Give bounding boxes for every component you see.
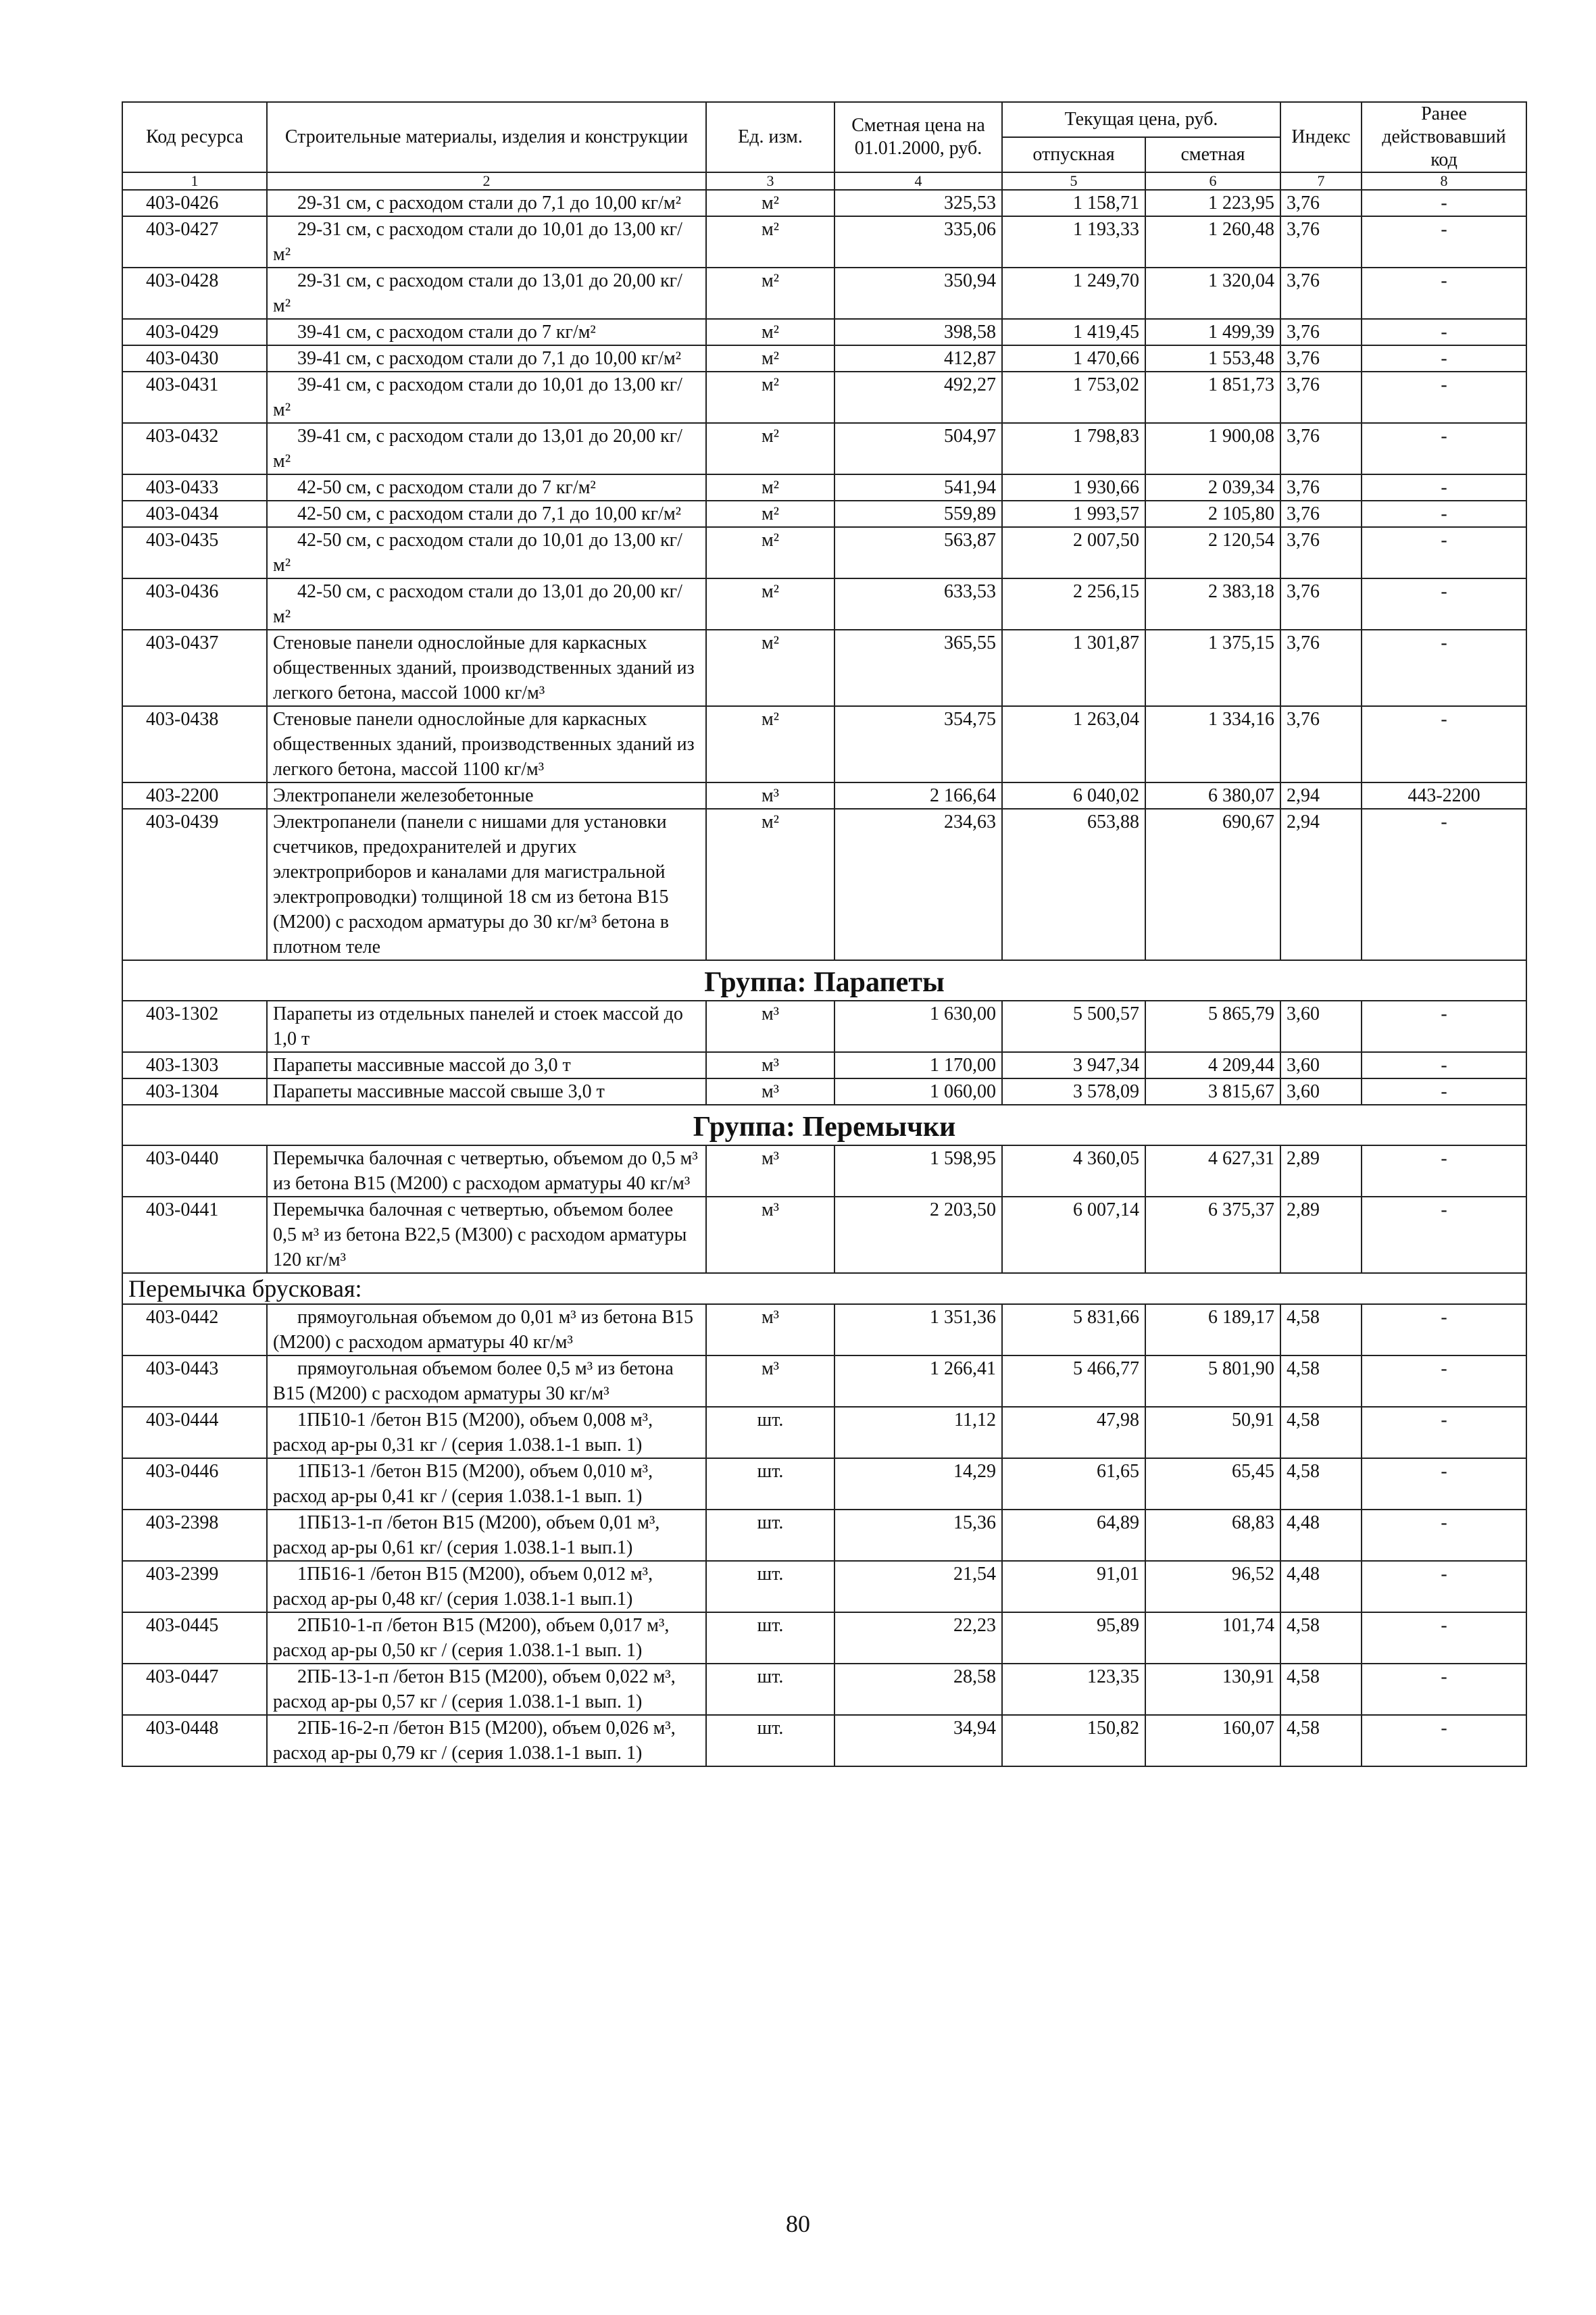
release-price: 64,89 xyxy=(1002,1510,1145,1561)
release-price: 1 993,57 xyxy=(1002,501,1145,527)
table-row xyxy=(122,501,1526,527)
material-description: Парапеты массивные массой до 3,0 т xyxy=(267,1052,706,1078)
previous-code: - xyxy=(1362,1407,1526,1458)
resource-code: 403-0443 xyxy=(122,1355,267,1407)
unit-of-measure: м² xyxy=(706,190,834,216)
material-description: 1ПБ10-1 /бетон В15 (М200), объем 0,008 м³, расход ар-ры 0,31 кг / (серия 1.038.1-1 вып. 1) xyxy=(267,1407,706,1458)
estimate-price-2000: 1 598,95 xyxy=(834,1145,1002,1197)
unit-of-measure: м³ xyxy=(706,1304,834,1355)
release-price: 1 249,70 xyxy=(1002,268,1145,319)
column-number: 1 xyxy=(122,172,267,190)
estimate-price-current: 130,91 xyxy=(1145,1664,1280,1715)
previous-code: - xyxy=(1362,1458,1526,1510)
material-description: 42-50 см, с расходом стали до 10,01 до 13,00 кг/м² xyxy=(267,527,706,578)
previous-code: - xyxy=(1362,474,1526,501)
unit-of-measure: м³ xyxy=(706,782,834,809)
resource-code: 403-0430 xyxy=(122,345,267,372)
estimate-price-current: 1 320,04 xyxy=(1145,268,1280,319)
release-price: 1 263,04 xyxy=(1002,706,1145,782)
table-row xyxy=(122,630,1526,706)
previous-code: - xyxy=(1362,630,1526,706)
estimate-price-2000: 1 630,00 xyxy=(834,1001,1002,1052)
release-price: 4 360,05 xyxy=(1002,1145,1145,1197)
price-table xyxy=(122,101,1527,1767)
unit-of-measure: м³ xyxy=(706,1001,834,1052)
resource-code: 403-0433 xyxy=(122,474,267,501)
price-index: 4,58 xyxy=(1280,1458,1362,1510)
previous-code: - xyxy=(1362,268,1526,319)
estimate-price-2000: 21,54 xyxy=(834,1561,1002,1612)
previous-code: - xyxy=(1362,372,1526,423)
table-row xyxy=(122,782,1526,809)
resource-code: 403-0445 xyxy=(122,1612,267,1664)
estimate-price-current: 1 260,48 xyxy=(1145,216,1280,268)
previous-code: - xyxy=(1362,578,1526,630)
price-index: 3,76 xyxy=(1280,501,1362,527)
estimate-price-2000: 11,12 xyxy=(834,1407,1002,1458)
table-row xyxy=(122,1078,1526,1105)
price-index: 3,76 xyxy=(1280,474,1362,501)
release-price: 2 007,50 xyxy=(1002,527,1145,578)
material-description: 39-41 см, с расходом стали до 7 кг/м² xyxy=(267,319,706,345)
group-title: Группа: Перемычки xyxy=(122,1105,1526,1145)
estimate-price-current: 65,45 xyxy=(1145,1458,1280,1510)
price-index: 4,58 xyxy=(1280,1355,1362,1407)
unit-of-measure: м³ xyxy=(706,1197,834,1273)
previous-code: - xyxy=(1362,501,1526,527)
unit-of-measure: м³ xyxy=(706,1052,834,1078)
material-description: 39-41 см, с расходом стали до 10,01 до 13,00 кг/м² xyxy=(267,372,706,423)
price-index: 2,89 xyxy=(1280,1197,1362,1273)
material-description: прямоугольная объемом до 0,01 м³ из бетона В15 (М200) с расходом арматуры 40 кг/м³ xyxy=(267,1304,706,1355)
material-description: Парапеты из отдельных панелей и стоек массой до 1,0 т xyxy=(267,1001,706,1052)
resource-code: 403-2398 xyxy=(122,1510,267,1561)
material-description: 29-31 см, с расходом стали до 13,01 до 20,00 кг/м² xyxy=(267,268,706,319)
unit-of-measure: м² xyxy=(706,474,834,501)
table-row xyxy=(122,268,1526,319)
release-price: 6 007,14 xyxy=(1002,1197,1145,1273)
estimate-price-2000: 559,89 xyxy=(834,501,1002,527)
estimate-price-2000: 14,29 xyxy=(834,1458,1002,1510)
release-price: 3 578,09 xyxy=(1002,1078,1145,1105)
previous-code: - xyxy=(1362,1355,1526,1407)
estimate-price-current: 68,83 xyxy=(1145,1510,1280,1561)
estimate-price-current: 6 189,17 xyxy=(1145,1304,1280,1355)
release-price: 61,65 xyxy=(1002,1458,1145,1510)
price-index: 3,76 xyxy=(1280,190,1362,216)
price-index: 4,58 xyxy=(1280,1715,1362,1766)
estimate-price-current: 3 815,67 xyxy=(1145,1078,1280,1105)
column-number: 5 xyxy=(1002,172,1145,190)
table-row xyxy=(122,474,1526,501)
table-row xyxy=(122,372,1526,423)
price-index: 2,94 xyxy=(1280,809,1362,960)
release-price: 1 158,71 xyxy=(1002,190,1145,216)
table-row xyxy=(122,809,1526,960)
estimate-price-current: 2 105,80 xyxy=(1145,501,1280,527)
release-price: 91,01 xyxy=(1002,1561,1145,1612)
unit-of-measure: м² xyxy=(706,268,834,319)
price-index: 3,76 xyxy=(1280,423,1362,474)
header-release-price: отпускная xyxy=(1002,137,1145,172)
estimate-price-current: 2 120,54 xyxy=(1145,527,1280,578)
estimate-price-current: 6 380,07 xyxy=(1145,782,1280,809)
resource-code: 403-0426 xyxy=(122,190,267,216)
price-index: 3,76 xyxy=(1280,578,1362,630)
price-index: 4,58 xyxy=(1280,1407,1362,1458)
release-price: 6 040,02 xyxy=(1002,782,1145,809)
estimate-price-current: 101,74 xyxy=(1145,1612,1280,1664)
previous-code: - xyxy=(1362,1197,1526,1273)
column-number: 7 xyxy=(1280,172,1362,190)
unit-of-measure: м³ xyxy=(706,1145,834,1197)
material-description: Электропанели (панели с нишами для установки счетчиков, предохранителей и других электроприборов и каналами для магистральной электропроводки) толщиной 18 см из бетона В15 (М200) с расходом арматуры до 30 кг/м³ бетона в плотном теле xyxy=(267,809,706,960)
estimate-price-2000: 504,97 xyxy=(834,423,1002,474)
subgroup-title: Перемычка брусковая: xyxy=(122,1273,1526,1304)
table-row xyxy=(122,1355,1526,1407)
estimate-price-current: 1 223,95 xyxy=(1145,190,1280,216)
material-description: Перемычка балочная с четвертью, объемом более 0,5 м³ из бетона В22,5 (М300) с расходом арматуры 120 кг/м³ xyxy=(267,1197,706,1273)
unit-of-measure: шт. xyxy=(706,1561,834,1612)
release-price: 1 798,83 xyxy=(1002,423,1145,474)
estimate-price-2000: 492,27 xyxy=(834,372,1002,423)
previous-code: - xyxy=(1362,190,1526,216)
previous-code: - xyxy=(1362,1715,1526,1766)
previous-code: - xyxy=(1362,423,1526,474)
material-description: 29-31 см, с расходом стали до 10,01 до 13,00 кг/м² xyxy=(267,216,706,268)
release-price: 1 753,02 xyxy=(1002,372,1145,423)
table-row xyxy=(122,1561,1526,1612)
resource-code: 403-0437 xyxy=(122,630,267,706)
resource-code: 403-1304 xyxy=(122,1078,267,1105)
material-description: Перемычка балочная с четвертью, объемом до 0,5 м³ из бетона В15 (М200) с расходом арматуры 40 кг/м³ xyxy=(267,1145,706,1197)
release-price: 5 500,57 xyxy=(1002,1001,1145,1052)
previous-code: - xyxy=(1362,809,1526,960)
column-number: 8 xyxy=(1362,172,1526,190)
unit-of-measure: м² xyxy=(706,372,834,423)
unit-of-measure: м³ xyxy=(706,1355,834,1407)
unit-of-measure: м³ xyxy=(706,1078,834,1105)
estimate-price-current: 690,67 xyxy=(1145,809,1280,960)
price-index: 3,60 xyxy=(1280,1052,1362,1078)
release-price: 1 301,87 xyxy=(1002,630,1145,706)
table-row xyxy=(122,1052,1526,1078)
estimate-price-current: 96,52 xyxy=(1145,1561,1280,1612)
price-index: 3,76 xyxy=(1280,630,1362,706)
price-index: 4,58 xyxy=(1280,1612,1362,1664)
resource-code: 403-0442 xyxy=(122,1304,267,1355)
resource-code: 403-1303 xyxy=(122,1052,267,1078)
material-description: 1ПБ13-1-п /бетон В15 (М200), объем 0,01 м³, расход ар-ры 0,61 кг/ (серия 1.038.1-1 вып.1) xyxy=(267,1510,706,1561)
resource-code: 403-0431 xyxy=(122,372,267,423)
estimate-price-current: 1 851,73 xyxy=(1145,372,1280,423)
table-row xyxy=(122,1407,1526,1458)
price-index: 3,60 xyxy=(1280,1001,1362,1052)
release-price: 123,35 xyxy=(1002,1664,1145,1715)
unit-of-measure: м² xyxy=(706,319,834,345)
estimate-price-2000: 1 266,41 xyxy=(834,1355,1002,1407)
estimate-price-current: 50,91 xyxy=(1145,1407,1280,1458)
material-description: 2ПБ-13-1-п /бетон В15 (М200), объем 0,022 м³, расход ар-ры 0,57 кг / (серия 1.038.1-1 вып. 1) xyxy=(267,1664,706,1715)
previous-code: - xyxy=(1362,1664,1526,1715)
column-number: 4 xyxy=(834,172,1002,190)
estimate-price-2000: 22,23 xyxy=(834,1612,1002,1664)
page-number: 80 xyxy=(786,2210,810,2237)
table-row xyxy=(122,423,1526,474)
material-description: 39-41 см, с расходом стали до 13,01 до 20,00 кг/м² xyxy=(267,423,706,474)
table-row xyxy=(122,1001,1526,1052)
estimate-price-current: 4 627,31 xyxy=(1145,1145,1280,1197)
previous-code: - xyxy=(1362,706,1526,782)
price-index: 2,94 xyxy=(1280,782,1362,809)
release-price: 95,89 xyxy=(1002,1612,1145,1664)
estimate-price-current: 1 900,08 xyxy=(1145,423,1280,474)
price-index: 4,58 xyxy=(1280,1664,1362,1715)
estimate-price-2000: 398,58 xyxy=(834,319,1002,345)
resource-code: 403-1302 xyxy=(122,1001,267,1052)
price-index: 4,58 xyxy=(1280,1304,1362,1355)
unit-of-measure: м² xyxy=(706,630,834,706)
unit-of-measure: м² xyxy=(706,578,834,630)
column-number: 2 xyxy=(267,172,706,190)
estimate-price-2000: 365,55 xyxy=(834,630,1002,706)
material-description: прямоугольная объемом более 0,5 м³ из бетона В15 (М200) с расходом арматуры 30 кг/м³ xyxy=(267,1355,706,1407)
estimate-price-2000: 633,53 xyxy=(834,578,1002,630)
table-row xyxy=(122,190,1526,216)
release-price: 2 256,15 xyxy=(1002,578,1145,630)
estimate-price-2000: 335,06 xyxy=(834,216,1002,268)
header-estimate-price-2000: Сметная цена на 01.01.2000, руб. xyxy=(834,102,1002,172)
header-index: Индекс xyxy=(1280,102,1362,172)
estimate-price-2000: 234,63 xyxy=(834,809,1002,960)
release-price: 1 193,33 xyxy=(1002,216,1145,268)
price-index: 4,48 xyxy=(1280,1561,1362,1612)
table-row xyxy=(122,1458,1526,1510)
estimate-price-2000: 325,53 xyxy=(834,190,1002,216)
estimate-price-2000: 28,58 xyxy=(834,1664,1002,1715)
group-title: Группа: Парапеты xyxy=(122,960,1526,1001)
estimate-price-2000: 541,94 xyxy=(834,474,1002,501)
estimate-price-2000: 1 351,36 xyxy=(834,1304,1002,1355)
material-description: 2ПБ10-1-п /бетон В15 (М200), объем 0,017 м³, расход ар-ры 0,50 кг / (серия 1.038.1-1 вып. 1) xyxy=(267,1612,706,1664)
table-row xyxy=(122,1612,1526,1664)
price-index: 4,48 xyxy=(1280,1510,1362,1561)
material-description: Стеновые панели однослойные для каркасных общественных зданий, производственных зданий из легкого бетона, массой 1000 кг/м³ xyxy=(267,630,706,706)
estimate-price-2000: 354,75 xyxy=(834,706,1002,782)
material-description: 42-50 см, с расходом стали до 7 кг/м² xyxy=(267,474,706,501)
estimate-price-2000: 2 166,64 xyxy=(834,782,1002,809)
column-number: 3 xyxy=(706,172,834,190)
release-price: 47,98 xyxy=(1002,1407,1145,1458)
resource-code: 403-0435 xyxy=(122,527,267,578)
resource-code: 403-0440 xyxy=(122,1145,267,1197)
table-row xyxy=(122,319,1526,345)
previous-code: - xyxy=(1362,1304,1526,1355)
material-description: Стеновые панели однослойные для каркасных общественных зданий, производственных зданий из легкого бетона, массой 1100 кг/м³ xyxy=(267,706,706,782)
estimate-price-2000: 1 060,00 xyxy=(834,1078,1002,1105)
previous-code: - xyxy=(1362,1001,1526,1052)
estimate-price-2000: 350,94 xyxy=(834,268,1002,319)
material-description: 42-50 см, с расходом стали до 7,1 до 10,00 кг/м² xyxy=(267,501,706,527)
unit-of-measure: шт. xyxy=(706,1510,834,1561)
price-index: 3,76 xyxy=(1280,345,1362,372)
unit-of-measure: шт. xyxy=(706,1612,834,1664)
column-number: 6 xyxy=(1145,172,1280,190)
estimate-price-current: 1 553,48 xyxy=(1145,345,1280,372)
table-row xyxy=(122,706,1526,782)
table-row xyxy=(122,1304,1526,1355)
table-row xyxy=(122,527,1526,578)
subgroup-heading-row xyxy=(122,1273,1526,1304)
release-price: 3 947,34 xyxy=(1002,1052,1145,1078)
estimate-price-current: 4 209,44 xyxy=(1145,1052,1280,1078)
previous-code: 443-2200 xyxy=(1362,782,1526,809)
header-unit: Ед. изм. xyxy=(706,102,834,172)
estimate-price-2000: 15,36 xyxy=(834,1510,1002,1561)
resource-code: 403-0429 xyxy=(122,319,267,345)
header-previous-code: Ранее действовавший код xyxy=(1362,102,1526,172)
table-row xyxy=(122,345,1526,372)
resource-code: 403-0448 xyxy=(122,1715,267,1766)
resource-code: 403-0428 xyxy=(122,268,267,319)
header-materials: Строительные материалы, изделия и конструкции xyxy=(267,102,706,172)
resource-code: 403-0436 xyxy=(122,578,267,630)
price-index: 3,76 xyxy=(1280,706,1362,782)
release-price: 1 470,66 xyxy=(1002,345,1145,372)
previous-code: - xyxy=(1362,1078,1526,1105)
release-price: 5 466,77 xyxy=(1002,1355,1145,1407)
table-row xyxy=(122,1510,1526,1561)
price-index: 2,89 xyxy=(1280,1145,1362,1197)
header-current-price: Текущая цена, руб. xyxy=(1002,102,1280,137)
table-row xyxy=(122,1664,1526,1715)
previous-code: - xyxy=(1362,1561,1526,1612)
price-index: 3,76 xyxy=(1280,527,1362,578)
material-description: Электропанели железобетонные xyxy=(267,782,706,809)
resource-code: 403-0427 xyxy=(122,216,267,268)
material-description: 29-31 см, с расходом стали до 7,1 до 10,00 кг/м² xyxy=(267,190,706,216)
estimate-price-2000: 412,87 xyxy=(834,345,1002,372)
resource-code: 403-0441 xyxy=(122,1197,267,1273)
previous-code: - xyxy=(1362,527,1526,578)
resource-code: 403-0447 xyxy=(122,1664,267,1715)
material-description: 39-41 см, с расходом стали до 7,1 до 10,00 кг/м² xyxy=(267,345,706,372)
resource-code: 403-0439 xyxy=(122,809,267,960)
previous-code: - xyxy=(1362,1510,1526,1561)
table-row xyxy=(122,1715,1526,1766)
resource-code: 403-0444 xyxy=(122,1407,267,1458)
table-row xyxy=(122,1145,1526,1197)
previous-code: - xyxy=(1362,319,1526,345)
table-row xyxy=(122,578,1526,630)
estimate-price-current: 1 334,16 xyxy=(1145,706,1280,782)
previous-code: - xyxy=(1362,1052,1526,1078)
price-table-sheet xyxy=(122,101,1526,1767)
price-index: 3,60 xyxy=(1280,1078,1362,1105)
resource-code: 403-2200 xyxy=(122,782,267,809)
table-row xyxy=(122,1197,1526,1273)
release-price: 1 930,66 xyxy=(1002,474,1145,501)
material-description: 1ПБ16-1 /бетон В15 (М200), объем 0,012 м³, расход ар-ры 0,48 кг/ (серия 1.038.1-1 вып.1) xyxy=(267,1561,706,1612)
estimate-price-current: 6 375,37 xyxy=(1145,1197,1280,1273)
price-index: 3,76 xyxy=(1280,372,1362,423)
unit-of-measure: м² xyxy=(706,527,834,578)
unit-of-measure: шт. xyxy=(706,1407,834,1458)
release-price: 5 831,66 xyxy=(1002,1304,1145,1355)
estimate-price-2000: 1 170,00 xyxy=(834,1052,1002,1078)
estimate-price-2000: 2 203,50 xyxy=(834,1197,1002,1273)
price-index: 3,76 xyxy=(1280,319,1362,345)
unit-of-measure: шт. xyxy=(706,1715,834,1766)
unit-of-measure: м² xyxy=(706,345,834,372)
unit-of-measure: м² xyxy=(706,501,834,527)
material-description: Парапеты массивные массой свыше 3,0 т xyxy=(267,1078,706,1105)
unit-of-measure: шт. xyxy=(706,1664,834,1715)
material-description: 2ПБ-16-2-п /бетон В15 (М200), объем 0,026 м³, расход ар-ры 0,79 кг / (серия 1.038.1-1 вып. 1) xyxy=(267,1715,706,1766)
estimate-price-2000: 34,94 xyxy=(834,1715,1002,1766)
unit-of-measure: м² xyxy=(706,423,834,474)
estimate-price-current: 2 039,34 xyxy=(1145,474,1280,501)
resource-code: 403-0432 xyxy=(122,423,267,474)
resource-code: 403-0434 xyxy=(122,501,267,527)
estimate-price-2000: 563,87 xyxy=(834,527,1002,578)
previous-code: - xyxy=(1362,1612,1526,1664)
material-description: 1ПБ13-1 /бетон В15 (М200), объем 0,010 м³, расход ар-ры 0,41 кг / (серия 1.038.1-1 вып. 1) xyxy=(267,1458,706,1510)
estimate-price-current: 1 375,15 xyxy=(1145,630,1280,706)
header-estimate-current: сметная xyxy=(1145,137,1280,172)
unit-of-measure: м² xyxy=(706,809,834,960)
release-price: 653,88 xyxy=(1002,809,1145,960)
estimate-price-current: 5 865,79 xyxy=(1145,1001,1280,1052)
release-price: 150,82 xyxy=(1002,1715,1145,1766)
estimate-price-current: 160,07 xyxy=(1145,1715,1280,1766)
unit-of-measure: м² xyxy=(706,216,834,268)
previous-code: - xyxy=(1362,216,1526,268)
unit-of-measure: шт. xyxy=(706,1458,834,1510)
previous-code: - xyxy=(1362,345,1526,372)
release-price: 1 419,45 xyxy=(1002,319,1145,345)
table-row xyxy=(122,216,1526,268)
group-heading-row xyxy=(122,1105,1526,1145)
header-code: Код ресурса xyxy=(122,102,267,172)
material-description: 42-50 см, с расходом стали до 13,01 до 20,00 кг/м² xyxy=(267,578,706,630)
unit-of-measure: м² xyxy=(706,706,834,782)
price-index: 3,76 xyxy=(1280,216,1362,268)
estimate-price-current: 5 801,90 xyxy=(1145,1355,1280,1407)
previous-code: - xyxy=(1362,1145,1526,1197)
price-index: 3,76 xyxy=(1280,268,1362,319)
estimate-price-current: 2 383,18 xyxy=(1145,578,1280,630)
resource-code: 403-0446 xyxy=(122,1458,267,1510)
table-body xyxy=(122,190,1526,1766)
resource-code: 403-0438 xyxy=(122,706,267,782)
estimate-price-current: 1 499,39 xyxy=(1145,319,1280,345)
resource-code: 403-2399 xyxy=(122,1561,267,1612)
group-heading-row xyxy=(122,960,1526,1001)
